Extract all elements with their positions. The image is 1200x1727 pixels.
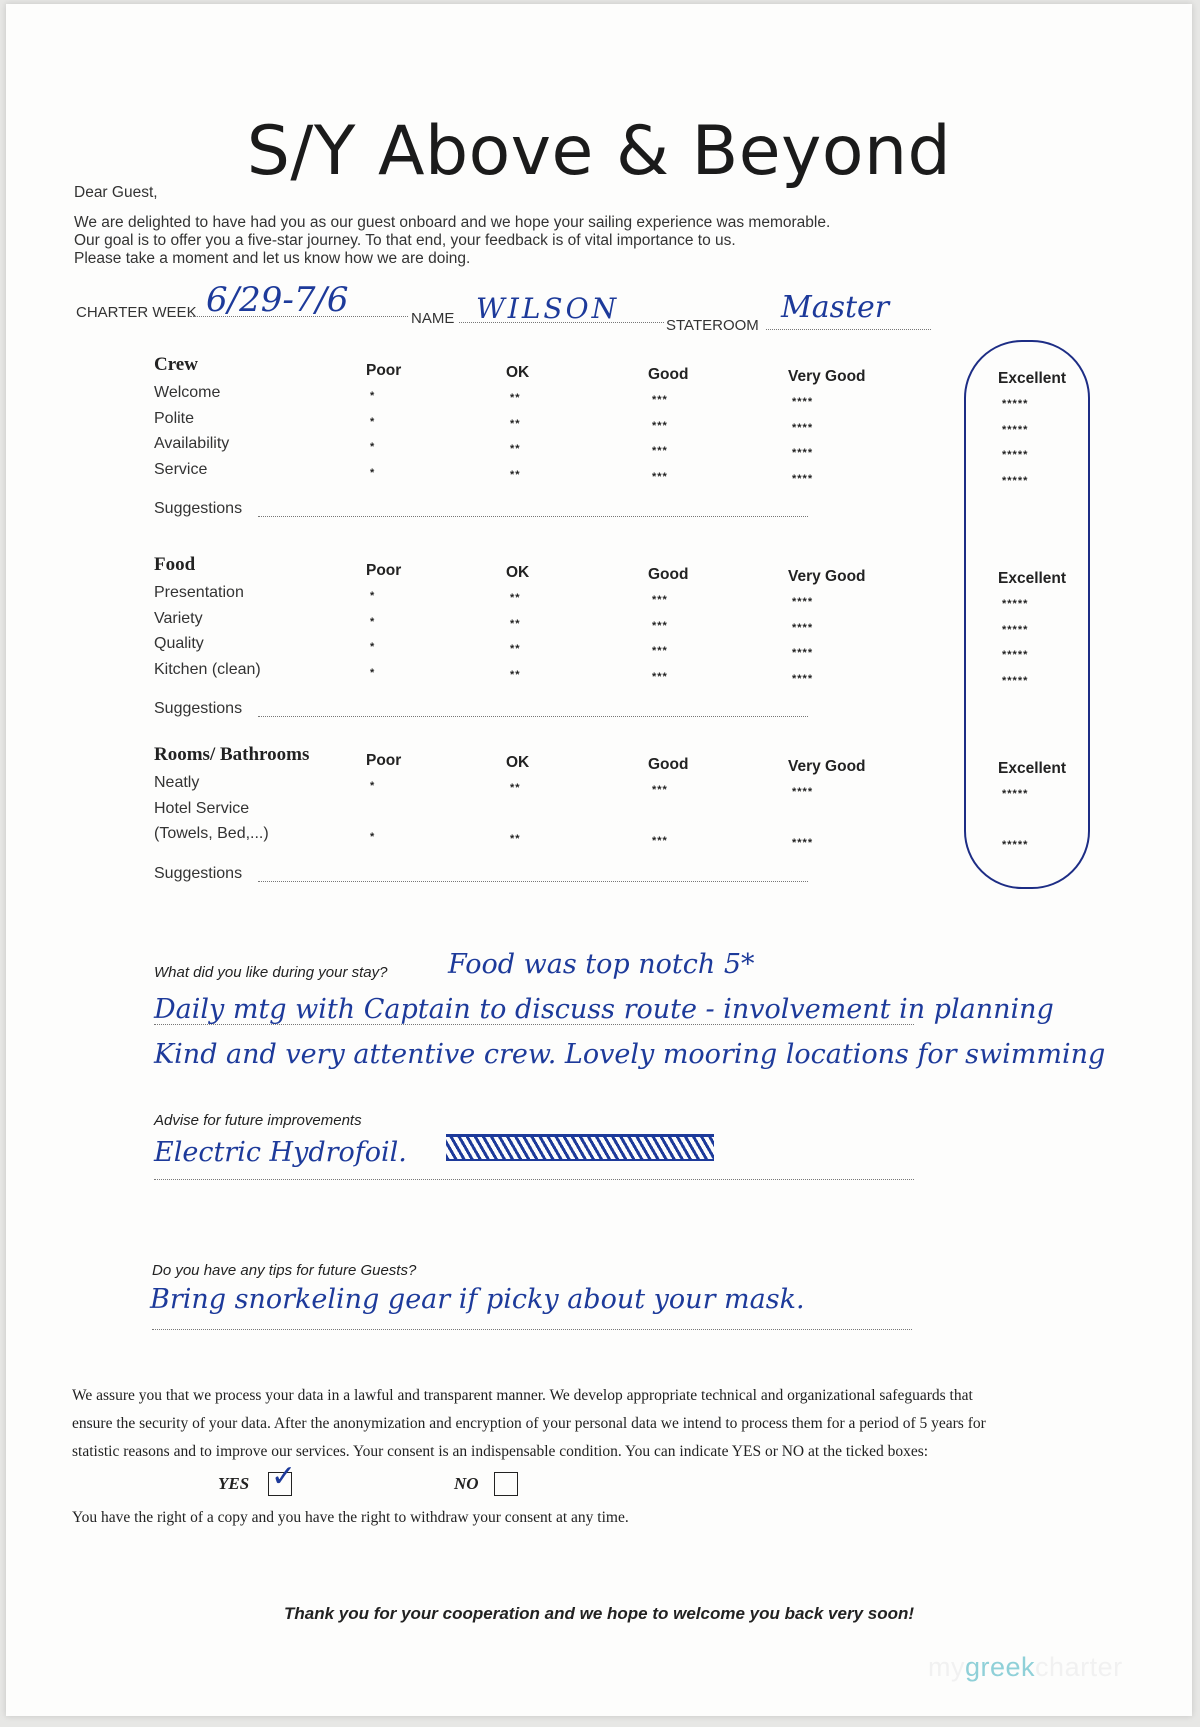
rating-stars-selected[interactable]: *****: [1002, 423, 1029, 436]
rating-stars[interactable]: ***: [652, 835, 668, 847]
selected-rating-circle: [964, 340, 1090, 889]
rating-stars[interactable]: *: [370, 641, 376, 653]
watermark-part: charter: [1035, 1652, 1123, 1682]
suggestions-line[interactable]: [258, 716, 808, 717]
rating-stars[interactable]: ****: [792, 596, 814, 608]
name-value[interactable]: WILSON: [476, 292, 620, 325]
rating-stars[interactable]: ***: [652, 619, 668, 632]
rating-row-label: (Towels, Bed,...): [154, 825, 269, 842]
intro-line: Please take a moment and let us know how we are doing.: [74, 250, 471, 267]
answer-line: [152, 1329, 912, 1330]
no-checkbox[interactable]: [494, 1472, 518, 1496]
rating-stars-selected[interactable]: *****: [1002, 598, 1029, 610]
section-title: Rooms/ Bathrooms: [154, 744, 310, 765]
rating-column-header: Good: [648, 366, 689, 383]
rating-stars[interactable]: ***: [652, 594, 668, 606]
rating-stars-selected[interactable]: *****: [1002, 398, 1029, 410]
rating-column-header: Good: [648, 756, 689, 773]
rating-stars-selected[interactable]: *****: [1002, 674, 1029, 687]
stateroom-label: STATEROOM: [666, 317, 759, 334]
liked-answer-line[interactable]: Kind and very attentive crew. Lovely mooring locations for swimming: [154, 1039, 1106, 1070]
rating-stars[interactable]: *: [370, 441, 376, 453]
rating-stars[interactable]: ****: [792, 472, 814, 485]
rating-column-header: Excellent: [998, 370, 1067, 387]
rating-row-label: Service: [154, 460, 208, 478]
tips-answer[interactable]: Bring snorkeling gear if picky about your mask.: [150, 1284, 805, 1315]
rating-stars[interactable]: ****: [792, 396, 814, 408]
rating-stars[interactable]: **: [510, 833, 521, 845]
charter-week-value[interactable]: 6/29-7/6: [206, 280, 349, 320]
section-title: Food: [154, 554, 196, 575]
liked-answer-line[interactable]: Daily mtg with Captain to discuss route - involvement in planning: [154, 994, 1054, 1025]
rights-text: You have the right of a copy and you have the right to withdraw your consent at any time.: [72, 1509, 629, 1526]
rating-row-label: Presentation: [154, 584, 244, 601]
rating-column-header: Excellent: [998, 570, 1067, 587]
liked-answer-line[interactable]: Food was top notch 5*: [448, 949, 755, 980]
rating-stars[interactable]: ***: [652, 445, 668, 457]
form-title: S/Y Above & Beyond: [246, 112, 952, 191]
liked-question: What did you like during your stay?: [154, 964, 388, 981]
rating-row-label: Variety: [154, 609, 203, 627]
rating-stars[interactable]: ***: [652, 784, 668, 796]
greeting: Dear Guest,: [74, 184, 158, 201]
rating-stars[interactable]: *: [370, 390, 376, 402]
watermark-part: greek: [965, 1652, 1036, 1682]
rating-column-header: Poor: [366, 562, 402, 579]
rating-stars-selected[interactable]: *****: [1002, 623, 1029, 636]
rating-row-label: Welcome: [154, 384, 221, 401]
rating-stars-selected[interactable]: *****: [1002, 649, 1029, 661]
rating-stars[interactable]: ****: [792, 837, 814, 849]
rating-stars[interactable]: **: [510, 392, 521, 404]
suggestions-label: Suggestions: [154, 864, 243, 882]
rating-stars[interactable]: *: [370, 831, 376, 843]
charter-week-label: CHARTER WEEK: [76, 304, 197, 321]
no-label: NO: [454, 1474, 479, 1493]
rating-column-header: Poor: [366, 752, 402, 769]
rating-stars[interactable]: *: [370, 615, 376, 628]
rating-column-header: Very Good: [788, 758, 866, 775]
rating-stars[interactable]: ****: [792, 421, 814, 434]
rating-stars[interactable]: **: [510, 643, 521, 655]
rating-row-label: Polite: [154, 409, 195, 427]
section-title: Crew: [154, 354, 198, 375]
rating-column-header: OK: [506, 754, 530, 771]
check-mark-icon: ✓: [271, 1459, 297, 1494]
answer-line: [154, 1179, 914, 1180]
rating-stars[interactable]: **: [510, 668, 521, 681]
stateroom-line: [766, 329, 931, 330]
legal-line: ensure the security of your data. After the anonymization and encryption of your personal data we intend to process them for a period of 5 years for: [72, 1415, 986, 1432]
scribbled-out-text: [446, 1134, 714, 1161]
rating-stars[interactable]: *: [370, 780, 376, 792]
rating-stars-selected[interactable]: *****: [1002, 788, 1029, 800]
rating-stars[interactable]: **: [510, 782, 521, 794]
rating-column-header: Excellent: [998, 760, 1067, 777]
rating-row-label: Quality: [154, 635, 204, 652]
rating-stars[interactable]: *: [370, 415, 376, 428]
rating-row-label: Hotel Service: [154, 799, 250, 817]
rating-stars[interactable]: ****: [792, 621, 814, 634]
name-label: NAME: [411, 310, 455, 327]
intro-text: [74, 214, 954, 268]
improve-question: Advise for future improvements: [154, 1112, 362, 1129]
yes-checkbox[interactable]: [268, 1459, 297, 1496]
yes-label: YES: [218, 1474, 250, 1493]
suggestions-label: Suggestions: [154, 700, 243, 717]
rating-stars[interactable]: ***: [652, 670, 668, 683]
rating-column-header: OK: [506, 364, 530, 381]
closing-message: Thank you for your cooperation and we hope to welcome you back very soon!: [283, 1604, 915, 1623]
rating-stars[interactable]: **: [510, 468, 521, 481]
rating-row-label: Availability: [154, 435, 230, 452]
intro-line: Our goal is to offer you a five-star journey. To that end, your feedback is of vital importance to us.: [74, 232, 736, 249]
rating-stars[interactable]: ***: [652, 645, 668, 657]
rating-stars[interactable]: **: [510, 592, 521, 604]
suggestions-line[interactable]: [258, 881, 808, 882]
rating-row-label: Kitchen (clean): [154, 660, 261, 678]
rating-stars[interactable]: ***: [652, 394, 668, 406]
feedback-form: [6, 4, 1192, 1716]
rating-stars[interactable]: **: [510, 617, 521, 630]
rating-stars[interactable]: ***: [652, 470, 668, 483]
rating-stars[interactable]: *: [370, 590, 376, 602]
rating-stars[interactable]: ***: [652, 419, 668, 432]
rating-column-header: Very Good: [788, 568, 866, 585]
rating-stars[interactable]: *: [370, 466, 376, 479]
data-consent-text: [72, 1382, 1152, 1466]
rating-stars[interactable]: *: [370, 666, 376, 679]
rating-row-label: Neatly: [154, 774, 200, 791]
rating-column-header: Very Good: [788, 368, 866, 385]
legal-line: We assure you that we process your data in a lawful and transparent manner. We develop appropriate technical and organizational safeguards that: [72, 1387, 973, 1404]
intro-line: We are delighted to have had you as our guest onboard and we hope your sailing experience was memorable.: [74, 214, 831, 231]
watermark-part: my: [928, 1652, 965, 1682]
rating-stars[interactable]: ****: [792, 447, 814, 459]
rating-stars[interactable]: ****: [792, 672, 814, 685]
rating-column-header: OK: [506, 564, 530, 581]
rating-stars[interactable]: ****: [792, 647, 814, 659]
rating-stars[interactable]: **: [510, 417, 521, 430]
watermark-logo: [928, 1652, 1123, 1683]
tips-question: Do you have any tips for future Guests?: [152, 1262, 417, 1279]
improve-answer[interactable]: Electric Hydrofoil.: [154, 1137, 407, 1168]
rating-stars[interactable]: **: [510, 443, 521, 455]
rating-stars-selected[interactable]: *****: [1002, 449, 1029, 461]
rating-stars[interactable]: ****: [792, 786, 814, 798]
suggestions-label: Suggestions: [154, 500, 243, 517]
legal-line: statistic reasons and to improve our services. Your consent is an indispensable condition. You can indicate YES or NO at the ticked boxes:: [72, 1443, 929, 1460]
stateroom-value[interactable]: Master: [781, 290, 890, 325]
rating-stars-selected[interactable]: *****: [1002, 839, 1029, 851]
rating-stars-selected[interactable]: *****: [1002, 474, 1029, 487]
suggestions-line[interactable]: [258, 516, 808, 517]
rating-column-header: Good: [648, 566, 689, 583]
rating-column-header: Poor: [366, 362, 402, 379]
